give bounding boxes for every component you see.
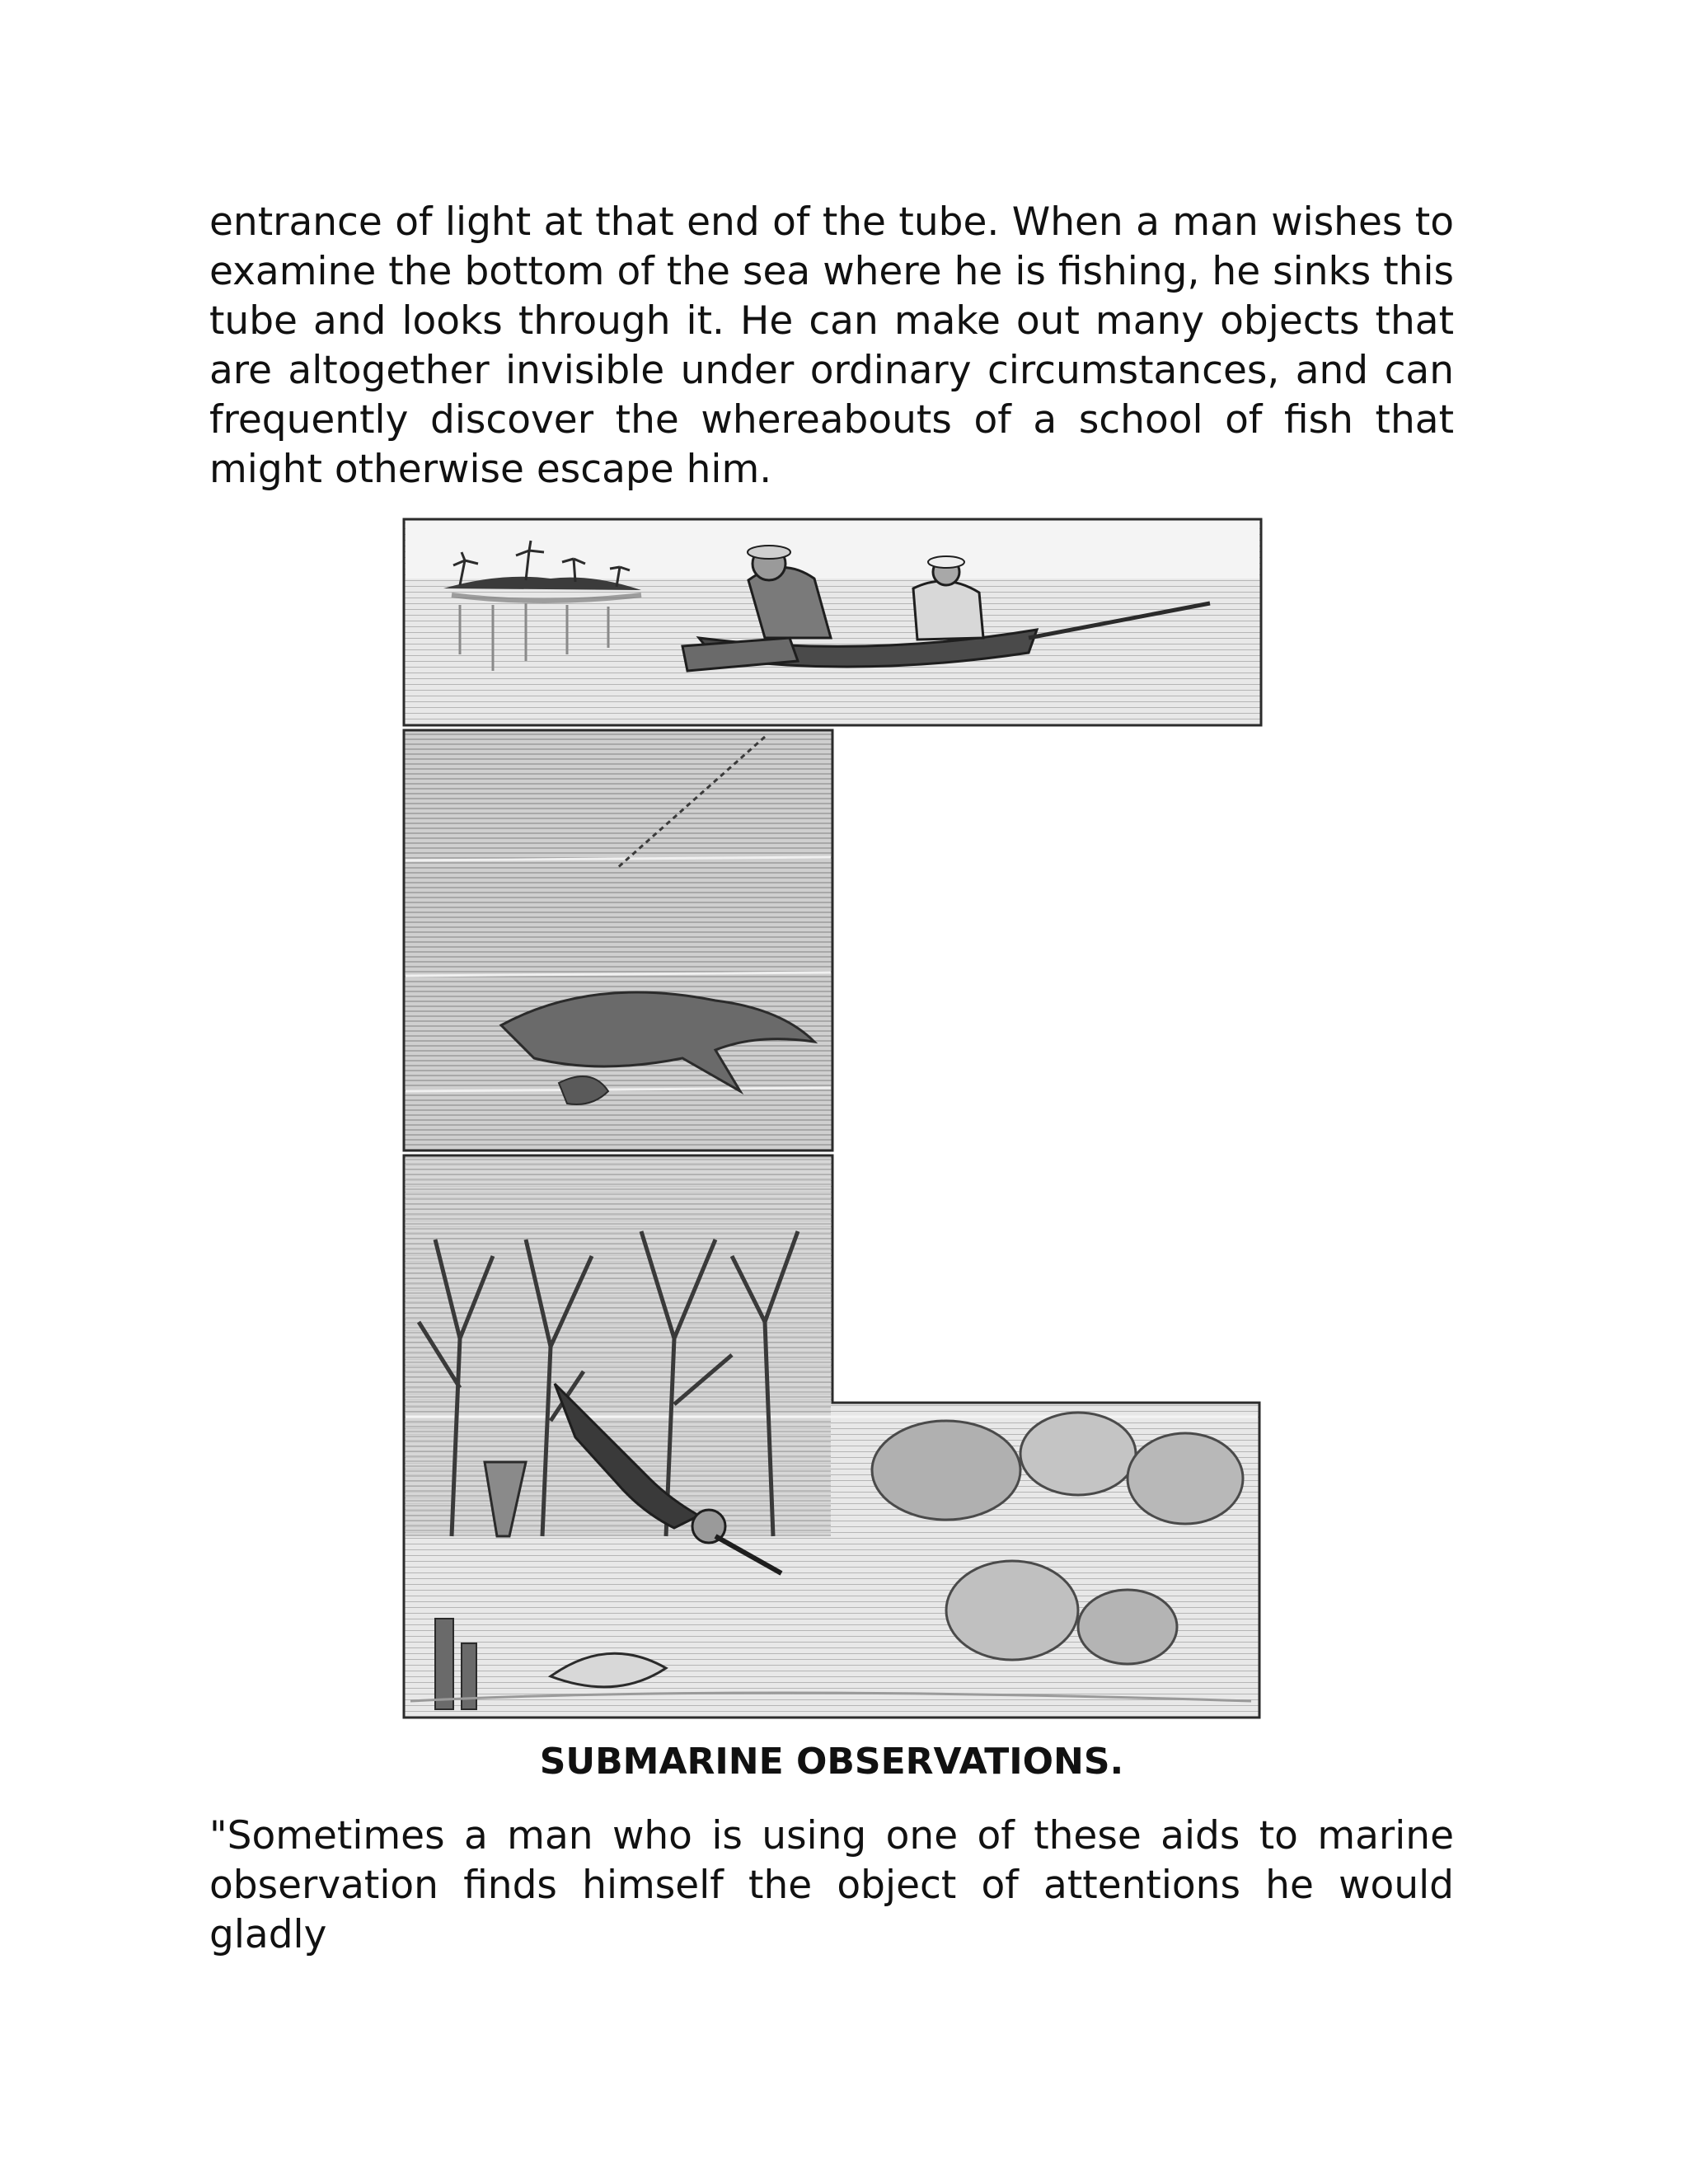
figure-caption: SUBMARINE OBSERVATIONS.	[539, 1741, 1124, 1783]
midwater-panel	[404, 730, 832, 1151]
surface-panel	[404, 519, 1261, 725]
submarine-observations-illustration	[402, 514, 1263, 1726]
paragraph-top: entrance of light at that end of the tube. When a man wishes to examine the bottom of the sea where he is fishing, he sinks this tube and looks through it. He can make out many objects that are altogether invisible under ordinary circumstances, and can frequently discover the whereabouts of a school of fish that might otherwise escape him.	[209, 199, 1454, 492]
paragraph-bottom: "Sometimes a man who is using one of these aids to marine observation finds himself the object of attentions he would gladly	[209, 1813, 1454, 1957]
seafloor-panel	[404, 1155, 1259, 1718]
